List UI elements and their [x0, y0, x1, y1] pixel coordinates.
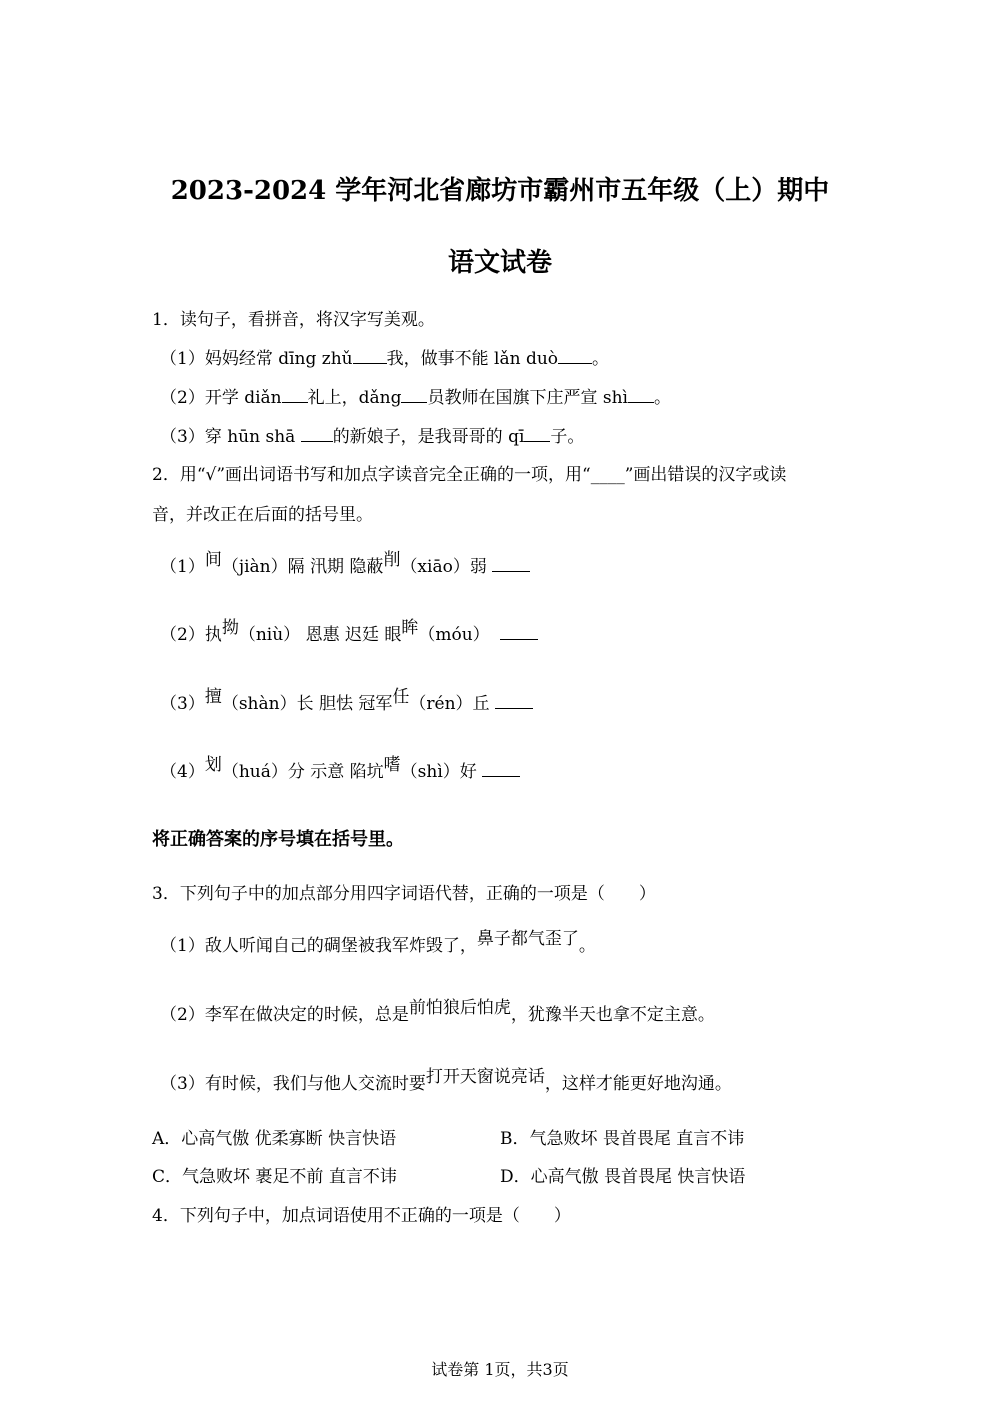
- q3-item-3: （3）有时候，我们与他人交流时要打开天窗说亮话，这样才能更好地沟通。: [160, 1067, 732, 1094]
- answer-blank[interactable]: [301, 427, 333, 442]
- section-heading: 将正确答案的序号填在括号里。: [152, 829, 404, 850]
- answer-blank[interactable]: [353, 349, 387, 364]
- q3-option-a[interactable]: A．心高气傲 优柔寡断 快言快语: [152, 1129, 397, 1149]
- answer-blank[interactable]: [482, 762, 520, 777]
- q2-item-1: （1）间（jiàn）隔 汛期 隐蔽削（xiāo）弱: [160, 552, 530, 577]
- answer-blank[interactable]: [524, 427, 550, 442]
- q3-stem: 3．下列句子中的加点部分用四字词语代替，正确的一项是（ ）: [152, 884, 656, 904]
- q3-option-c[interactable]: C．气急败坏 裹足不前 直言不讳: [152, 1167, 397, 1187]
- answer-blank[interactable]: [492, 557, 530, 572]
- q2-stem-line1: 2．用“√”画出词语书写和加点字读音完全正确的一项，用“____”画出错误的汉字或读: [152, 465, 787, 485]
- q2-item-2: （2）执拗（niù） 恩惠 迟廷 眼眸（móu）: [160, 620, 538, 645]
- q1-item-1: （1）妈妈经常 dīng zhǔ 我，做事不能 lǎn duò 。: [160, 349, 610, 369]
- q2-stem-line2: 音，并改正在后面的括号里。: [152, 505, 373, 525]
- page-title-line1: 2023-2024 学年河北省廊坊市霸州市五年级（上）期中: [170, 176, 830, 206]
- page-title-line2: 语文试卷: [447, 248, 552, 278]
- answer-blank[interactable]: [558, 349, 592, 364]
- answer-blank[interactable]: [495, 694, 533, 709]
- dotted-char: 划: [204, 755, 222, 775]
- q3-item-1: （1）敌人听闻自己的碉堡被我军炸毁了，鼻子都气歪了。: [160, 929, 596, 956]
- dotted-phrase: 前怕狼后怕虎: [408, 998, 511, 1018]
- q3-option-b[interactable]: B．气急败坏 畏首畏尾 直言不讳: [500, 1129, 745, 1149]
- q3-option-d[interactable]: D．心高气傲 畏首畏尾 快言快语: [500, 1167, 746, 1187]
- answer-blank[interactable]: [282, 388, 308, 403]
- q1-item-3: （3）穿 hūn shā 的新娘子，是我哥哥的 qī 子。: [160, 427, 585, 447]
- dotted-char: 眸: [401, 618, 419, 638]
- q3-item-2: （2）李军在做决定的时候，总是前怕狼后怕虎，犹豫半天也拿不定主意。: [160, 998, 715, 1025]
- q1-item-2: （2）开学 diǎn 礼上，dǎng 员教师在国旗下庄严宣 shì 。: [160, 388, 671, 408]
- answer-blank[interactable]: [500, 625, 538, 640]
- dotted-phrase: 打开天窗说亮话: [425, 1067, 545, 1087]
- dotted-char: 擅: [204, 687, 222, 707]
- dotted-char: 削: [383, 550, 401, 570]
- dotted-char: 嗜: [383, 755, 401, 775]
- page-footer: 试卷第 1页，共3页: [431, 1360, 569, 1379]
- q4-stem: 4．下列句子中，加点词语使用不正确的一项是（ ）: [152, 1206, 571, 1226]
- dotted-char: 拗: [221, 618, 239, 638]
- dotted-phrase: 鼻子都气歪了: [476, 929, 579, 949]
- answer-blank[interactable]: [628, 388, 654, 403]
- answer-blank[interactable]: [401, 388, 427, 403]
- q1-stem: 1．读句子，看拼音，将汉字写美观。: [152, 310, 435, 330]
- dotted-char: 任: [392, 687, 410, 707]
- q2-item-4: （4）划（huá）分 示意 陷坑嗜（shì）好: [160, 757, 520, 782]
- q2-item-3: （3）擅（shàn）长 胆怯 冠军任（rén）丘: [160, 689, 533, 714]
- dotted-char: 间: [204, 550, 222, 570]
